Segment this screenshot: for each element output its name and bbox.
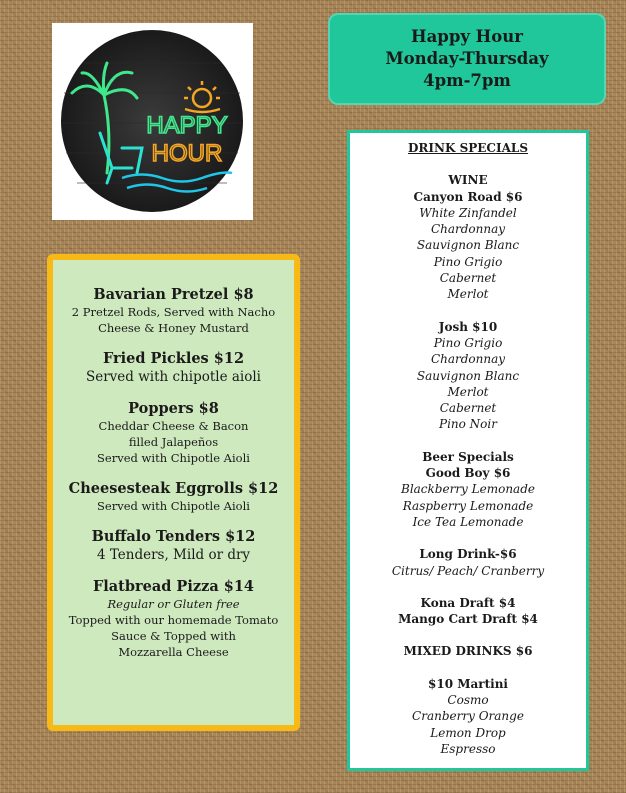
josh-title: Josh $10: [438, 319, 498, 334]
wine-item: Sauvignon Blanc: [416, 368, 520, 383]
martini-item: Cosmo: [447, 693, 489, 708]
martini-item: Espresso: [440, 741, 496, 756]
food-item: [53, 480, 294, 514]
food-item-title: Buffalo Tenders $12: [91, 528, 256, 545]
food-item-title: Fried Pickles $12: [102, 350, 245, 367]
beer-item: Blackberry Lemonade: [401, 482, 535, 497]
food-item-desc: Sauce & Topped with: [111, 629, 236, 643]
neon-sign-graphic: [52, 23, 253, 220]
happy-hour-header: [328, 13, 606, 105]
food-item: [53, 350, 294, 386]
wine-item: Cabernet: [439, 271, 497, 286]
wine-item: White Zinfandel: [419, 205, 517, 220]
martini-title: $10 Martini: [428, 676, 508, 691]
food-item-desc: 2 Pretzel Rods, Served with Nacho: [71, 305, 276, 319]
beer-item: Raspberry Lemonade: [402, 498, 534, 513]
happy-hour-logo: [52, 23, 253, 220]
long-drink-title: Long Drink-$6: [419, 547, 517, 562]
logo-text-hour: HOUR: [151, 140, 223, 167]
wine-item: Sauvignon Blanc: [416, 238, 520, 253]
header-days: Monday-Thursday: [385, 49, 549, 68]
drinks-heading: DRINK SPECIALS: [408, 141, 528, 155]
logo-text-happy: HAPPY: [146, 112, 228, 139]
good-boy-title: Good Boy $6: [425, 466, 511, 481]
food-item: [53, 286, 294, 336]
canyon-road-title: Canyon Road $6: [413, 189, 523, 204]
kona-draft: Kona Draft $4: [420, 595, 516, 610]
header-title: Happy Hour: [411, 27, 523, 46]
drink-specials: [347, 130, 589, 771]
food-item-title: Flatbread Pizza $14: [92, 578, 255, 595]
wine-item: Pino Noir: [439, 417, 497, 432]
mango-cart-draft: Mango Cart Draft $4: [398, 612, 538, 627]
food-item-desc: Regular or Gluten free: [107, 597, 240, 611]
food-item: [53, 528, 294, 564]
wine-label: WINE: [448, 173, 488, 188]
food-item-desc: 4 Tenders, Mild or dry: [96, 547, 251, 563]
food-item-desc: Cheddar Cheese & Bacon: [98, 419, 249, 433]
wine-item: Pino Grigio: [433, 254, 503, 269]
food-menu: [47, 254, 300, 731]
food-item: [53, 400, 294, 466]
wine-item: Merlot: [447, 384, 489, 399]
food-item-title: Poppers $8: [128, 400, 219, 417]
wine-item: Merlot: [447, 287, 489, 302]
food-item-desc: Mozzarella Cheese: [118, 645, 229, 659]
food-item: [53, 578, 294, 660]
food-item-desc: filled Jalapeños: [128, 435, 219, 449]
martini-item: Cranberry Orange: [412, 709, 524, 724]
food-item-title: Bavarian Pretzel $8: [93, 286, 254, 303]
wine-item: Cabernet: [439, 401, 497, 416]
header-time: 4pm-7pm: [423, 71, 511, 90]
wine-item: Pino Grigio: [433, 335, 503, 350]
food-item-desc: Served with Chipotle Aioli: [97, 451, 250, 465]
martini-item: Lemon Drop: [430, 725, 506, 740]
long-drink-item: Citrus/ Peach/ Cranberry: [391, 563, 545, 578]
mixed-drinks-label: MIXED DRINKS $6: [403, 644, 533, 659]
beer-item: Ice Tea Lemonade: [412, 514, 524, 529]
beer-label: Beer Specials: [422, 449, 514, 464]
food-item-desc: Served with Chipotle Aioli: [97, 499, 250, 513]
food-item-desc: Served with chipotle aioli: [85, 369, 262, 385]
food-item-desc: Topped with our homemade Tomato: [68, 613, 279, 627]
food-item-title: Cheesesteak Eggrolls $12: [68, 480, 279, 497]
food-item-desc: Cheese & Honey Mustard: [98, 321, 249, 335]
wine-item: Chardonnay: [430, 352, 506, 367]
wine-item: Chardonnay: [430, 222, 506, 237]
